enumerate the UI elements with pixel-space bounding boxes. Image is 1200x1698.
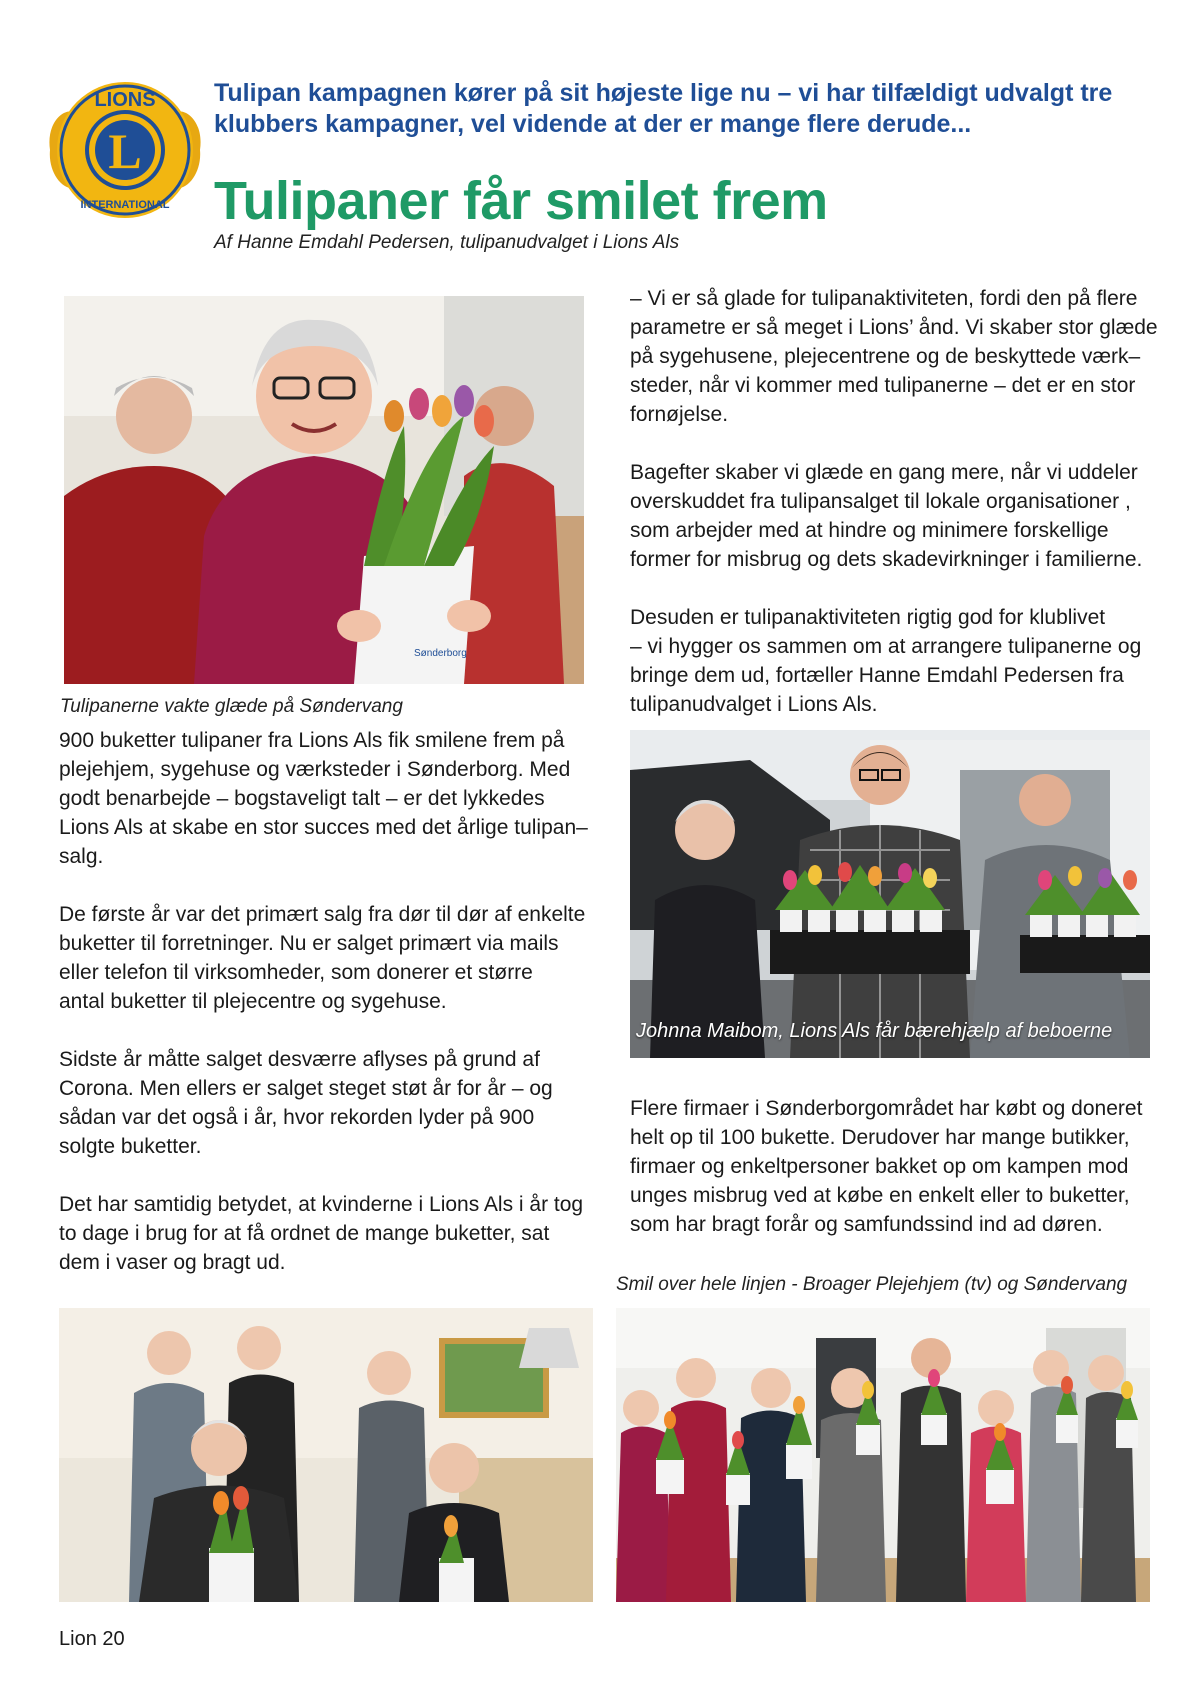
left-paragraph-4: Det har samtidig betydet, at kvinderne i Lions Als i år tog to dage i brug for at få ordnet de mange buketter, sat dem i vaser og bragt ud. [59, 1193, 584, 1274]
left-column [59, 726, 599, 1277]
photo34-caption: Smil over hele linjen - Broager Plejehjem (tv) og Søndervang [616, 1274, 1128, 1295]
logo-letter: L [108, 123, 142, 179]
right-column-lower [630, 1094, 1160, 1239]
photo1-caption: Tulipanerne vakte glæde på Søndervang [60, 696, 403, 717]
article-headline: Tulipaner får smilet frem [214, 171, 828, 231]
photo-carrying-tulips [630, 730, 1150, 1058]
logo-text-top: LIONS [94, 89, 156, 111]
left-paragraph-2: De første år var det primært salg fra dør til dør af enkelte buketter til forretninger. Nu er salget primært via mails eller telefon til virksomheder, som donerer et større antal buketter til plejecentre og sygehuse. [59, 903, 586, 1013]
intro-text: Tulipan kampagnen kører på sit højeste lige nu – vi har tilfældigt udvalgt tre klubbers kampagner, vel vidende at der er mange flere derude... [214, 79, 1113, 138]
article-byline: Af Hanne Emdahl Pedersen, tulipanudvalget i Lions Als [214, 232, 680, 253]
photo-woman-with-tulips [64, 296, 584, 684]
photo-broager-plejehjem [59, 1308, 593, 1602]
right-paragraph-1: – Vi er så glade for tulipanaktiviteten, fordi den på flere parametre er så meget i Lions’ ånd. Vi skaber stor glæde på sygehusene, plejecentrene og de beskyttede værk– steder, når vi kommer med tulipanerne – det er en stor fornøjelse. [630, 287, 1158, 426]
right-column [630, 284, 1170, 719]
right-paragraph-2: Bagefter skaber vi glæde en gang mere, når vi uddeler overskuddet fra tulipansalget til lokale organisationer , som arbejder med at hindre og minimere forskellige former for misbrug og dets skadevirkninger i familierne. [630, 461, 1143, 571]
left-paragraph-3: Sidste år måtte salget desværre aflyses på grund af Corona. Men ellers er salget steget støt år for år – og sådan var det også i år, hvor rekorden lyder på 900 solgte buketter. [59, 1048, 553, 1158]
page-footer: Lion 20 [59, 1628, 125, 1650]
lions-international-logo [44, 72, 206, 228]
left-paragraph-1: 900 buketter tulipaner fra Lions Als fik smilene frem på plejehjem, sygehuse og værksteder i Sønderborg. Med godt benarbejde – bogstaveligt talt – er det lykkedes Lions Als at skabe en stor succes med det årlige tulipan– salg. [59, 729, 588, 868]
right-paragraph-3: Desuden er tulipanaktiviteten rigtig god for klublivet – vi hygger os sammen om at arrangere tulipanerne og bringe dem ud, fortæller Hanne Emdahl Pedersen fra tulipanudvalget i Lions Als. [630, 606, 1142, 716]
logo-text-bottom: INTERNATIONAL [80, 199, 170, 211]
photo-sondervang-group [616, 1308, 1150, 1602]
svg-text:Sønderborg: Sønderborg [414, 648, 467, 659]
photo2-caption: Johnna Maibom, Lions Als får bærehjælp af beboerne [636, 1020, 1113, 1042]
right-paragraph-4: Flere firmaer i Sønderborgområdet har købt og doneret helt op til 100 bukette. Derudover har mange butikker, firmaer og enkeltpersoner bakket op om kampen mod unges misbrug ved at købe en enkelt eller to buketter, som har bragt forår og samfundssind ind ad døren. [630, 1097, 1143, 1236]
